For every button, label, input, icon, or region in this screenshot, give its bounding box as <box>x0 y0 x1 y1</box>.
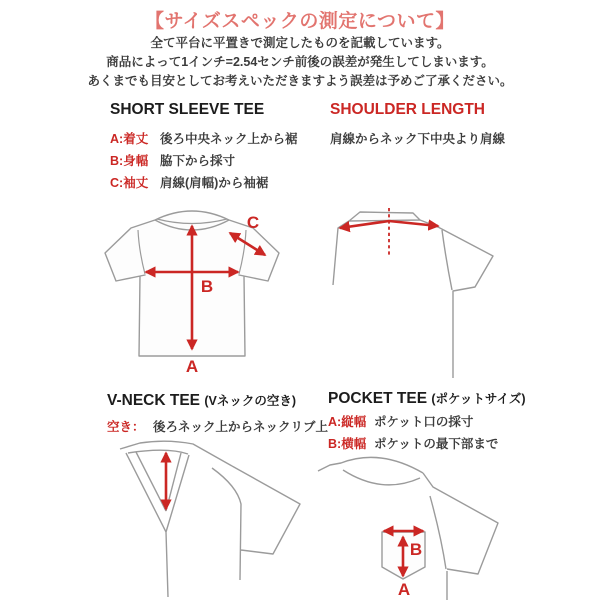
intro-line-1: 全て平台に平置きで測定したものを記載しています。 <box>150 36 450 50</box>
pocket-label-a: A <box>397 580 411 599</box>
pocket-tee-sleeve-and-body <box>423 473 498 600</box>
spec-label-c: C:袖丈 <box>110 176 149 190</box>
v-neck-collar <box>120 441 232 597</box>
spec-row-sleeve <box>110 173 268 191</box>
spec-label-a: A:着丈 <box>110 132 149 146</box>
v-neck-title-text: V-NECK TEE <box>107 392 201 409</box>
page-title: 【サイズスペックの測定について】 <box>144 11 456 32</box>
diagram-label-c: C <box>246 213 260 232</box>
spec-label-pocket-a: A:縦幅 <box>328 415 367 429</box>
pocket-tee-diagram <box>316 438 543 600</box>
back-collar <box>349 212 420 221</box>
spec-label-pocket-b: B:横幅 <box>328 437 367 451</box>
pocket-tee-collar <box>318 457 423 485</box>
section-title-v-neck-tee <box>107 391 296 410</box>
spec-desc-c: 肩線(肩幅)から袖裾 <box>160 176 269 190</box>
v-neck-title-note: (Vネックの空き) <box>204 394 296 408</box>
back-shoulders-and-sides <box>333 220 493 378</box>
section-title-shoulder-length: SHOULDER LENGTH <box>330 101 485 118</box>
spec-desc-a: 後ろ中央ネック上から裾 <box>160 132 298 146</box>
shoulder-desc-text: 肩線からネック下中央より肩線 <box>330 132 506 146</box>
shoulder-length-diagram <box>308 190 515 385</box>
intro-line-2: 商品によって1インチ=2.54センチ前後の誤差が発生してしまいます。 <box>106 55 494 69</box>
spec-desc-b: 脇下から採寸 <box>160 154 236 168</box>
diagram-label-a: A <box>185 357 199 376</box>
pocket-title-note: (ポケットサイズ) <box>431 392 526 406</box>
v-neck-diagram <box>95 438 315 600</box>
spec-row-width <box>110 151 235 169</box>
pocket-label-b: B <box>409 540 423 559</box>
intro-line-3: あくまでも目安としてお考えいただきますよう誤差は予めご了承ください。 <box>87 74 513 88</box>
shoulder-desc <box>330 129 505 147</box>
spec-label-b: B:身幅 <box>110 154 149 168</box>
spec-desc-pocket-a: ポケット口の採寸 <box>374 415 474 429</box>
pocket-title-text: POCKET TEE <box>328 390 428 407</box>
spec-row-neck-opening <box>107 417 328 435</box>
spec-row-pocket-height <box>328 412 473 430</box>
spec-desc-opening: 後ろネック上からネックリブ上 <box>153 420 329 434</box>
spec-label-opening: 空き： <box>107 420 145 434</box>
diagram-label-b: B <box>200 277 214 296</box>
spec-row-length <box>110 129 298 147</box>
spec-desc-pocket-b: ポケットの最下部まで <box>374 437 499 451</box>
section-title-pocket-tee <box>328 389 526 408</box>
short-sleeve-tee-diagram <box>95 196 295 380</box>
section-title-short-sleeve-tee: SHORT SLEEVE TEE <box>110 101 265 118</box>
v-neck-sleeve-and-body <box>212 466 300 580</box>
